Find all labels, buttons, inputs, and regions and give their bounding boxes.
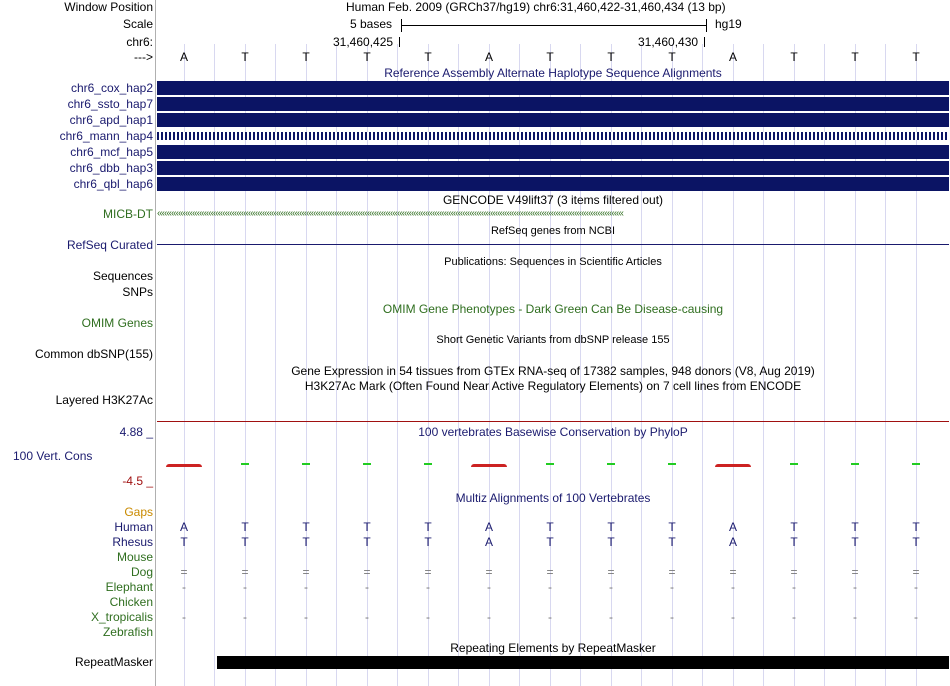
phylop-positive-mark — [851, 463, 859, 465]
multiz-base: A — [484, 535, 493, 549]
multiz-base: T — [912, 535, 920, 549]
multiz-base: - — [853, 610, 857, 624]
assembly-position-text[interactable]: Human Feb. 2009 (GRCh37/hg19) chr6:31,460,422-31,460,434 (13 bp) — [346, 0, 726, 14]
alt-hap-label[interactable]: chr6_mcf_hap5 — [70, 145, 153, 159]
gtex-track-title[interactable]: Gene Expression in 54 tissues from GTEx RNA-seq of 17382 samples, 948 donors (V8, Aug 2019) — [291, 364, 815, 378]
phylop-positive-mark — [302, 463, 310, 465]
multiz-base: = — [668, 565, 676, 579]
multiz-base: T — [546, 520, 554, 534]
scale-label: Scale — [122, 17, 153, 31]
pubs-snps-label[interactable]: SNPs — [122, 285, 153, 299]
multiz-species-label[interactable]: Chicken — [109, 595, 153, 609]
sequence-base: T — [302, 50, 310, 64]
phylop-negative-mark — [166, 464, 202, 467]
coord-left: 31,460,425 — [333, 35, 394, 49]
multiz-base: = — [729, 565, 737, 579]
sequence-base: T — [607, 50, 615, 64]
scale-bar-right-tick — [706, 19, 707, 32]
sequence-base: T — [668, 50, 676, 64]
multiz-base: - — [731, 610, 735, 624]
multiz-species-label[interactable]: Human — [114, 520, 153, 534]
multiz-species-label[interactable]: Mouse — [116, 550, 153, 564]
multiz-base: - — [914, 580, 918, 594]
phylop-positive-mark — [241, 463, 249, 465]
multiz-base: - — [243, 580, 247, 594]
multiz-base: = — [180, 565, 188, 579]
rmsk-track-title[interactable]: Repeating Elements by RepeatMasker — [450, 641, 656, 655]
rmsk-feature[interactable] — [217, 656, 949, 669]
scale-bar-left-tick — [401, 19, 402, 32]
alt-hap-label[interactable]: chr6_dbb_hap3 — [69, 161, 153, 175]
coord-right: 31,460,430 — [638, 35, 699, 49]
multiz-base: A — [484, 520, 493, 534]
phylop-positive-mark — [912, 463, 920, 465]
multiz-base: A — [728, 520, 737, 534]
multiz-base: A — [179, 520, 188, 534]
refseq-track-title[interactable]: RefSeq genes from NCBI — [490, 225, 616, 237]
phylop-label[interactable]: 100 Vert. Cons — [13, 449, 93, 463]
h3k27-label[interactable]: Layered H3K27Ac — [55, 393, 153, 407]
h3k27-signal-baseline — [157, 421, 949, 422]
alt-hap-alignment-bar[interactable] — [157, 81, 949, 95]
multiz-base: - — [792, 610, 796, 624]
multiz-gaps-label[interactable]: Gaps — [124, 505, 153, 519]
multiz-base: - — [853, 580, 857, 594]
sequence-base: A — [484, 50, 493, 64]
multiz-base: T — [180, 535, 188, 549]
alt-hap-alignment-bar[interactable] — [157, 97, 949, 111]
multiz-base: T — [607, 520, 615, 534]
multiz-base: = — [363, 565, 371, 579]
multiz-base: = — [424, 565, 432, 579]
multiz-base: - — [548, 580, 552, 594]
omim-label[interactable]: OMIM Genes — [81, 316, 153, 330]
multiz-base: T — [302, 535, 310, 549]
window-position-label: Window Position — [64, 0, 153, 14]
multiz-base: = — [485, 565, 493, 579]
multiz-base: = — [546, 565, 554, 579]
multiz-base: T — [851, 535, 859, 549]
multiz-base: = — [851, 565, 859, 579]
alt-hap-alignment-bar[interactable] — [157, 113, 949, 127]
phylop-positive-mark — [668, 463, 676, 465]
multiz-base: - — [304, 610, 308, 624]
multiz-base: = — [302, 565, 310, 579]
multiz-base: T — [546, 535, 554, 549]
phylop-negative-mark — [715, 464, 751, 467]
multiz-base: - — [914, 610, 918, 624]
sequence-base: A — [728, 50, 737, 64]
coord-left-tick — [399, 37, 400, 47]
pubs-track-title[interactable]: Publications: Sequences in Scientific Articles — [444, 256, 662, 268]
multiz-base: = — [607, 565, 615, 579]
multiz-base: - — [609, 610, 613, 624]
multiz-base: - — [243, 610, 247, 624]
alt-hap-label[interactable]: chr6_qbl_hap6 — [73, 177, 153, 191]
multiz-base: - — [365, 580, 369, 594]
refseq-feature-line[interactable] — [157, 244, 949, 245]
chrom-label: chr6: — [126, 35, 153, 49]
multiz-base: T — [607, 535, 615, 549]
rmsk-label[interactable]: RepeatMasker — [74, 655, 153, 669]
sequence-base: T — [546, 50, 554, 64]
multiz-base: - — [182, 610, 186, 624]
multiz-base: - — [487, 610, 491, 624]
sequence-base: T — [851, 50, 859, 64]
multiz-base: - — [731, 580, 735, 594]
sequence-base: T — [363, 50, 371, 64]
strand-label[interactable]: ---> — [134, 50, 153, 64]
phylop-positive-mark — [546, 463, 554, 465]
scale-bases-text: 5 bases — [350, 17, 393, 31]
multiz-base: T — [241, 535, 249, 549]
alt-hap-label[interactable]: chr6_ssto_hap7 — [67, 97, 153, 111]
multiz-base: - — [182, 580, 186, 594]
multiz-base: - — [670, 580, 674, 594]
scale-db-text: hg19 — [715, 17, 742, 31]
multiz-base: T — [790, 520, 798, 534]
alt-hap-track-title[interactable]: Reference Assembly Alternate Haplotype Sequence Alignments — [384, 66, 722, 80]
multiz-track-title[interactable]: Multiz Alignments of 100 Vertebrates — [455, 491, 651, 505]
multiz-base: - — [426, 580, 430, 594]
refseq-label[interactable]: RefSeq Curated — [66, 238, 153, 252]
gencode-track-title[interactable]: GENCODE V49lift37 (3 items filtered out) — [442, 193, 664, 207]
phylop-min-label: -4.5 _ — [122, 474, 153, 488]
multiz-base: = — [912, 565, 920, 579]
alt-hap-alignment-bar[interactable] — [157, 145, 949, 159]
multiz-base: - — [426, 610, 430, 624]
h3k27-track-title[interactable]: H3K27Ac Mark (Often Found Near Active Regulatory Elements) on 7 cell lines from ENCODE — [304, 379, 802, 393]
alt-hap-label[interactable]: chr6_mann_hap4 — [59, 129, 153, 143]
dbsnp-label[interactable]: Common dbSNP(155) — [34, 347, 153, 361]
multiz-base: T — [363, 535, 371, 549]
multiz-base: - — [487, 580, 491, 594]
phylop-max-label: 4.88 _ — [119, 425, 153, 439]
phylop-positive-mark — [607, 463, 615, 465]
gencode-gene-feature[interactable]: ‹‹‹‹‹‹‹‹‹‹‹‹‹‹‹‹‹‹‹‹‹‹‹‹‹‹‹‹‹‹‹‹‹‹‹‹‹‹‹‹‹‹‹‹‹‹‹‹‹‹‹‹‹‹‹‹‹‹‹‹‹‹‹‹‹‹‹‹‹‹‹‹‹‹‹‹‹‹‹‹‹‹‹‹‹‹‹‹‹‹‹‹‹‹‹‹‹‹‹‹‹‹‹‹‹‹‹‹‹‹‹‹‹‹‹‹‹‹‹‹‹‹‹‹‹‹‹‹‹‹‹‹‹‹‹‹‹‹‹‹‹‹‹‹‹‹‹‹‹‹‹‹‹‹‹‹‹‹‹‹‹‹‹‹‹‹‹‹‹‹‹‹‹‹‹‹‹‹‹‹‹‹‹‹‹‹‹‹‹‹‹‹‹‹‹‹‹‹‹‹ — [157, 208, 624, 219]
phylop-positive-mark — [424, 463, 432, 465]
multiz-base: T — [424, 535, 432, 549]
multiz-base: - — [609, 580, 613, 594]
phylop-track-title[interactable]: 100 vertebrates Basewise Conservation by PhyloP — [418, 425, 688, 439]
sequence-base: T — [790, 50, 798, 64]
multiz-species-label[interactable]: Dog — [130, 565, 153, 579]
dbsnp-track-title[interactable]: Short Genetic Variants from dbSNP release 155 — [436, 334, 670, 346]
multiz-base: = — [241, 565, 249, 579]
alt-hap-alignment-bar[interactable] — [157, 132, 949, 140]
alt-hap-label[interactable]: chr6_cox_hap2 — [70, 81, 153, 95]
multiz-base: A — [728, 535, 737, 549]
multiz-base: T — [790, 535, 798, 549]
sequence-base: T — [241, 50, 249, 64]
sequence-base: T — [424, 50, 432, 64]
multiz-base: T — [668, 520, 676, 534]
multiz-base: - — [670, 610, 674, 624]
sequence-base: T — [912, 50, 920, 64]
scale-bar — [401, 25, 706, 26]
alt-hap-alignment-bar[interactable] — [157, 177, 949, 191]
multiz-base: T — [302, 520, 310, 534]
phylop-negative-mark — [471, 464, 507, 467]
omim-track-title[interactable]: OMIM Gene Phenotypes - Dark Green Can Be Disease-causing — [382, 302, 724, 316]
multiz-species-label[interactable]: X_tropicalis — [90, 610, 153, 624]
multiz-species-label[interactable]: Zebrafish — [102, 625, 153, 639]
sequence-base: A — [179, 50, 188, 64]
multiz-base: T — [912, 520, 920, 534]
multiz-base: T — [424, 520, 432, 534]
multiz-base: T — [668, 535, 676, 549]
multiz-base: = — [790, 565, 798, 579]
multiz-base: - — [304, 580, 308, 594]
multiz-base: - — [792, 580, 796, 594]
alt-hap-alignment-bar[interactable] — [157, 161, 949, 175]
phylop-positive-mark — [790, 463, 798, 465]
multiz-base: T — [363, 520, 371, 534]
alt-hap-label[interactable]: chr6_apd_hap1 — [69, 113, 153, 127]
multiz-base: - — [548, 610, 552, 624]
multiz-species-label[interactable]: Elephant — [105, 580, 153, 594]
multiz-base: T — [241, 520, 249, 534]
coord-right-tick — [704, 37, 705, 47]
pubs-sequences-label[interactable]: Sequences — [92, 269, 153, 283]
gencode-gene-label[interactable]: MICB-DT — [103, 207, 153, 221]
multiz-base: - — [365, 610, 369, 624]
phylop-positive-mark — [363, 463, 371, 465]
multiz-base: T — [851, 520, 859, 534]
multiz-species-label[interactable]: Rhesus — [112, 535, 153, 549]
